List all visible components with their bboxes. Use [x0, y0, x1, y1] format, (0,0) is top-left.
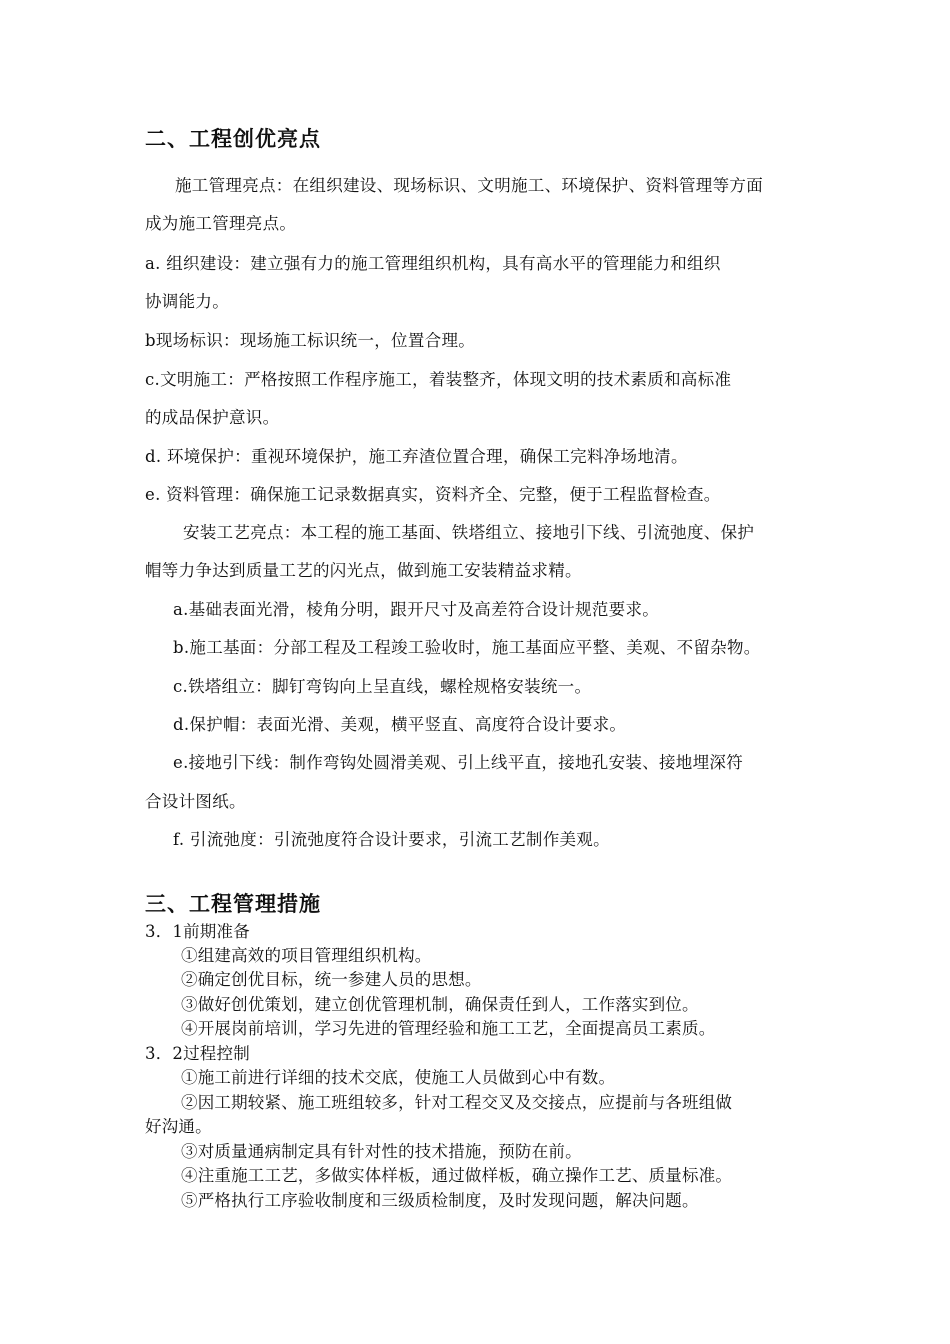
install-item-e-line-1: e.接地引下线：制作弯钩处圆滑美观、引上线平直，接地孔安装、接地埋深符	[173, 753, 744, 772]
sub-3-2-item-1: ①施工前进行详细的技术交底，使施工人员做到心中有数。	[181, 1068, 616, 1087]
install-item-a: a.基础表面光滑，棱角分明，跟开尺寸及高差符合设计规范要求。	[173, 600, 660, 619]
sub-3-2-item-2-line-2: 好沟通。	[145, 1117, 212, 1136]
install-item-f: f. 引流弛度：引流弛度符合设计要求，引流工艺制作美观。	[173, 830, 610, 849]
sub-3-1-item-2: ②确定创优目标，统一参建人员的思想。	[181, 970, 482, 989]
sub-3-1-item-3: ③做好创优策划，建立创优管理机制，确保责任到人，工作落实到位。	[181, 995, 699, 1014]
install-item-b: b.施工基面：分部工程及工程竣工验收时，施工基面应平整、美观、不留杂物。	[173, 638, 761, 657]
sub-3-2-item-4: ④注重施工工艺，多做实体样板，通过做样板，确立操作工艺、质量标准。	[181, 1166, 733, 1185]
intro-line-2: 成为施工管理亮点。	[145, 214, 297, 233]
item-b: b现场标识：现场施工标识统一，位置合理。	[145, 331, 476, 350]
item-d: d. 环境保护：重视环境保护，施工弃渣位置合理，确保工完料净场地清。	[145, 447, 688, 466]
intro-line-1: 施工管理亮点：在组织建设、现场标识、文明施工、环境保护、资料管理等方面	[175, 176, 763, 195]
install-item-c: c.铁塔组立：脚钉弯钩向上呈直线，螺栓规格安装统一。	[173, 677, 592, 696]
sub-3-2-item-5: ⑤严格执行工序验收制度和三级质检制度，及时发现问题，解决问题。	[181, 1191, 699, 1210]
sub-3-2-item-3: ③对质量通病制定具有针对性的技术措施，预防在前。	[181, 1142, 582, 1161]
item-c-line-2: 的成品保护意识。	[145, 408, 280, 427]
item-a-line-1: a. 组织建设：建立强有力的施工管理组织机构，具有高水平的管理能力和组织	[145, 254, 721, 273]
install-item-d: d.保护帽：表面光滑、美观，横平竖直、高度符合设计要求。	[173, 715, 627, 734]
section3-title: 三、工程管理措施	[145, 892, 321, 916]
sub-3-2-heading: 3．2过程控制	[145, 1044, 250, 1063]
item-a-line-2: 协调能力。	[145, 292, 229, 311]
section2-title: 二、工程创优亮点	[145, 127, 321, 151]
install-line-1: 安装工艺亮点：本工程的施工基面、铁塔组立、接地引下线、引流弛度、保护	[183, 523, 755, 542]
sub-3-1-item-1: ①组建高效的项目管理组织机构。	[181, 946, 432, 965]
item-c-line-1: c.文明施工：严格按照工作程序施工，着装整齐，体现文明的技术素质和高标准	[145, 370, 732, 389]
item-e: e. 资料管理：确保施工记录数据真实，资料齐全、完整，便于工程监督检查。	[145, 485, 721, 504]
sub-3-1-heading: 3．1前期准备	[145, 922, 250, 941]
install-line-2: 帽等力争达到质量工艺的闪光点，做到施工安装精益求精。	[145, 561, 582, 580]
install-item-e-line-2: 合设计图纸。	[145, 792, 246, 811]
sub-3-2-item-2-line-1: ②因工期较紧、施工班组较多，针对工程交叉及交接点，应提前与各班组做	[181, 1093, 733, 1112]
sub-3-1-item-4: ④开展岗前培训，学习先进的管理经验和施工工艺，全面提高员工素质。	[181, 1019, 716, 1038]
